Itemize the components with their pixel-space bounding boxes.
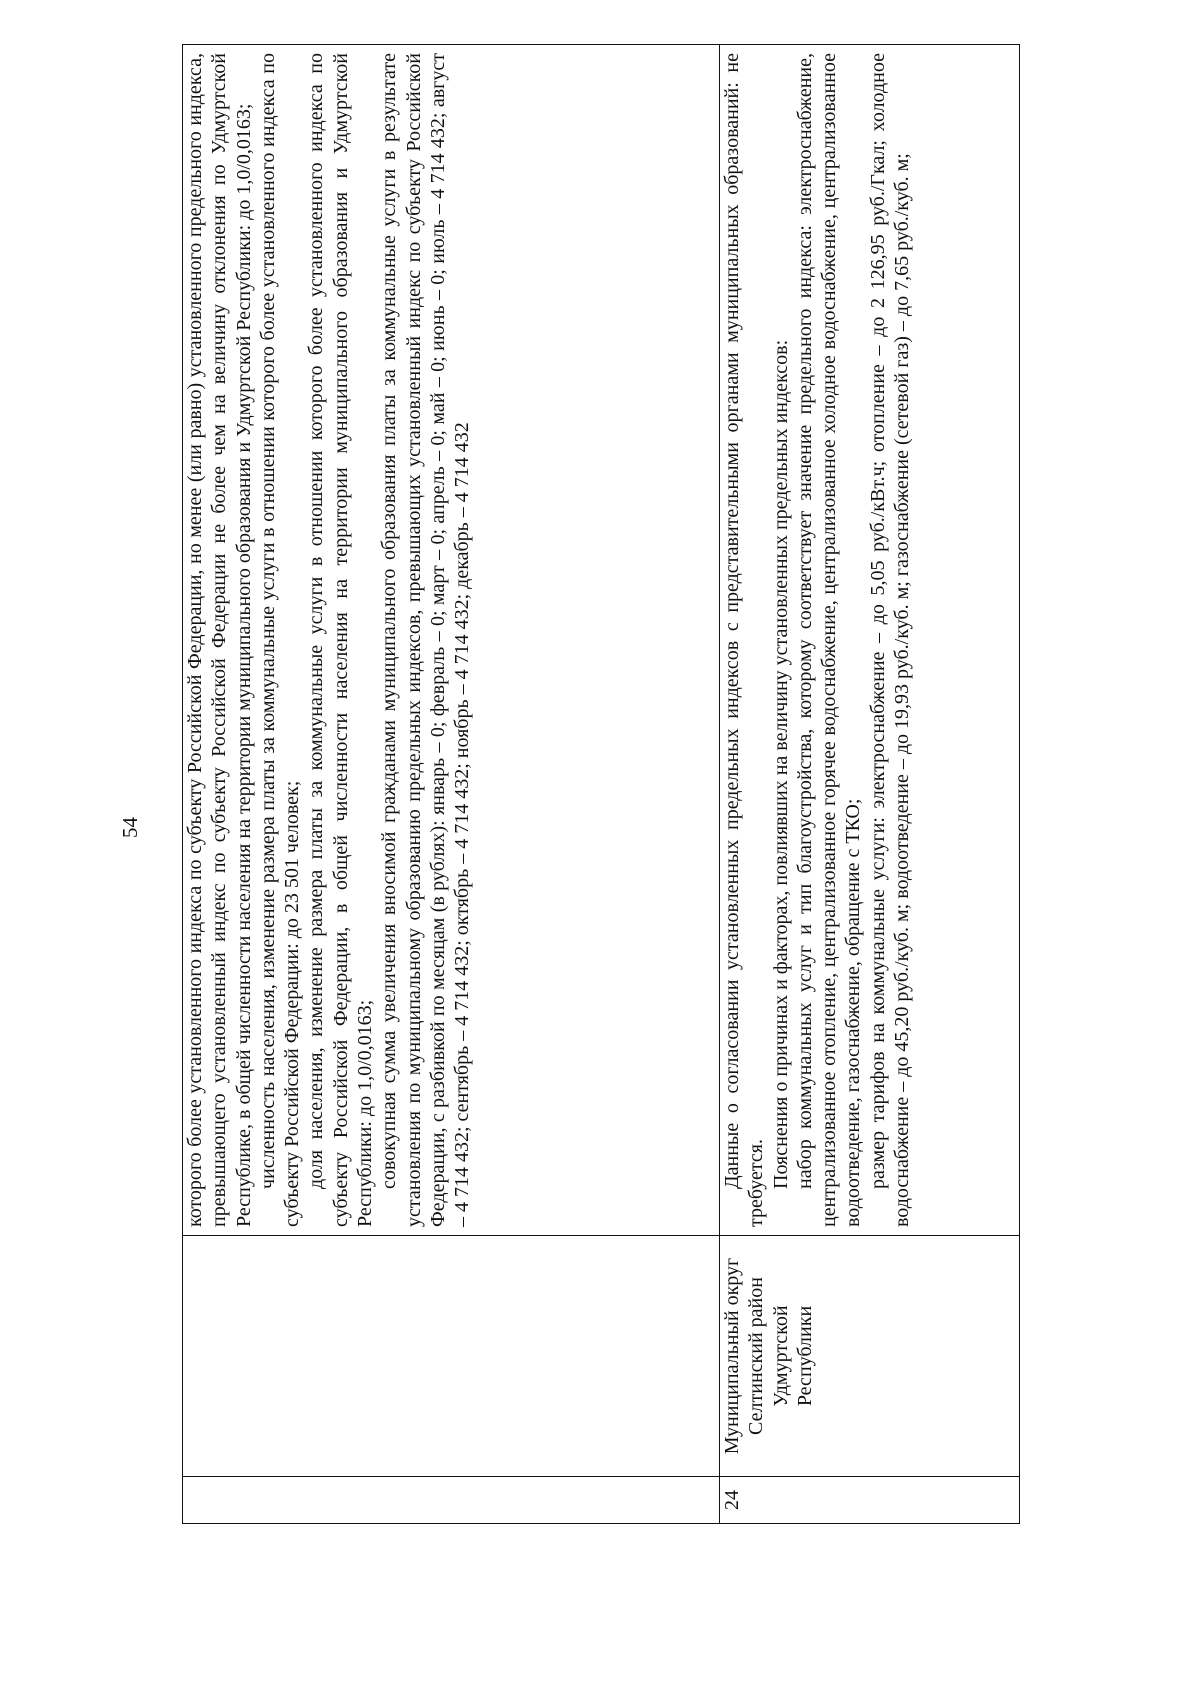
content-cell xyxy=(183,45,720,1236)
region-cell xyxy=(720,1236,1020,1477)
paragraph: совокупная сумма увеличения вносимой гражданами муниципального образования платы за коммунальные услуги в результате установления по муниципальному образованию предельных индексов, превышающих установленный индекс по субъекту Российской Федерации, с разбивкой по месяцам (в рублях): январь – 0; февраль – 0; март – 0; апрель – 0; май – 0; июнь – 0; июль – 4 714 432; август – 4 714 432; сентябрь – 4 714 432; октябрь – 4 714 432; ноябрь – 4 714 432; декабрь – 4 714 432 xyxy=(378,53,474,1227)
content-cell xyxy=(720,45,1020,1236)
region-name-line: Селтинский район xyxy=(745,1277,768,1435)
table-row xyxy=(183,45,720,1524)
paragraph: Пояснения о причинах и факторах, повлиявших на величину установленных предельных индексов: xyxy=(769,339,792,1189)
paragraph: размер тарифов на коммунальные услуги: электроснабжение – до 5,05 руб./кВт.ч; отопление – до 2 126,95 руб./Гкал; холодное водоснабжение – до 45,20 руб./куб. м; водоотведение – до 19,93 руб./куб. м; газоснабжение (сетевой газ) – до 7,65 руб./куб. м; xyxy=(866,53,914,1227)
page-number: 54 xyxy=(118,817,142,838)
paragraph: доля населения, изменение размера платы за коммунальные услуги в отношении которого более установленного индекса по субъекту Российской Федерации, в общей численности населения на территории муниципального образования и Удмуртской Республики: до 1,0/0,0163; xyxy=(305,53,377,1227)
region-name-line: Республики xyxy=(793,1305,816,1407)
paragraph: численность населения, изменение размера платы за коммунальные услуги в отношении которого более установленного индекса по субъекту Российской Федерации: до 23 501 человек; xyxy=(256,53,304,1227)
region-name-line: Муниципальный округ xyxy=(721,1257,743,1455)
region-cell xyxy=(183,1236,720,1477)
row-number-cell: 24 xyxy=(720,1477,1020,1524)
row-number-cell xyxy=(183,1477,720,1524)
document-table xyxy=(182,44,1020,1524)
table-row xyxy=(720,45,1020,1524)
paragraph: набор коммунальных услуг и тип благоустройства, которому соответствует значение предельного индекса: электроснабжение, централизованное отопление, централизованное горячее водоснабжение, централизованное холодное водоснабжение, централизованное водоотведение, газоснабжение, обращение с ТКО; xyxy=(793,53,865,1227)
paragraph: Данные о согласовании установленных предельных индексов с представительными органами муниципальных образований: не требуется. xyxy=(721,53,768,1227)
region-name-line: Удмуртской xyxy=(769,1305,792,1407)
paragraph: которого более установленного индекса по субъекту Российской Федерации, но менее (или равно) установленного предельного индекса, превышающего установленный индекс по субъекту Российской Федерации не более чем на величину отклонения по Удмуртской Республике, в общей численности населения на территории муниципального образования и Удмуртской Республики: до 1,0/0,0163; xyxy=(184,53,255,1227)
